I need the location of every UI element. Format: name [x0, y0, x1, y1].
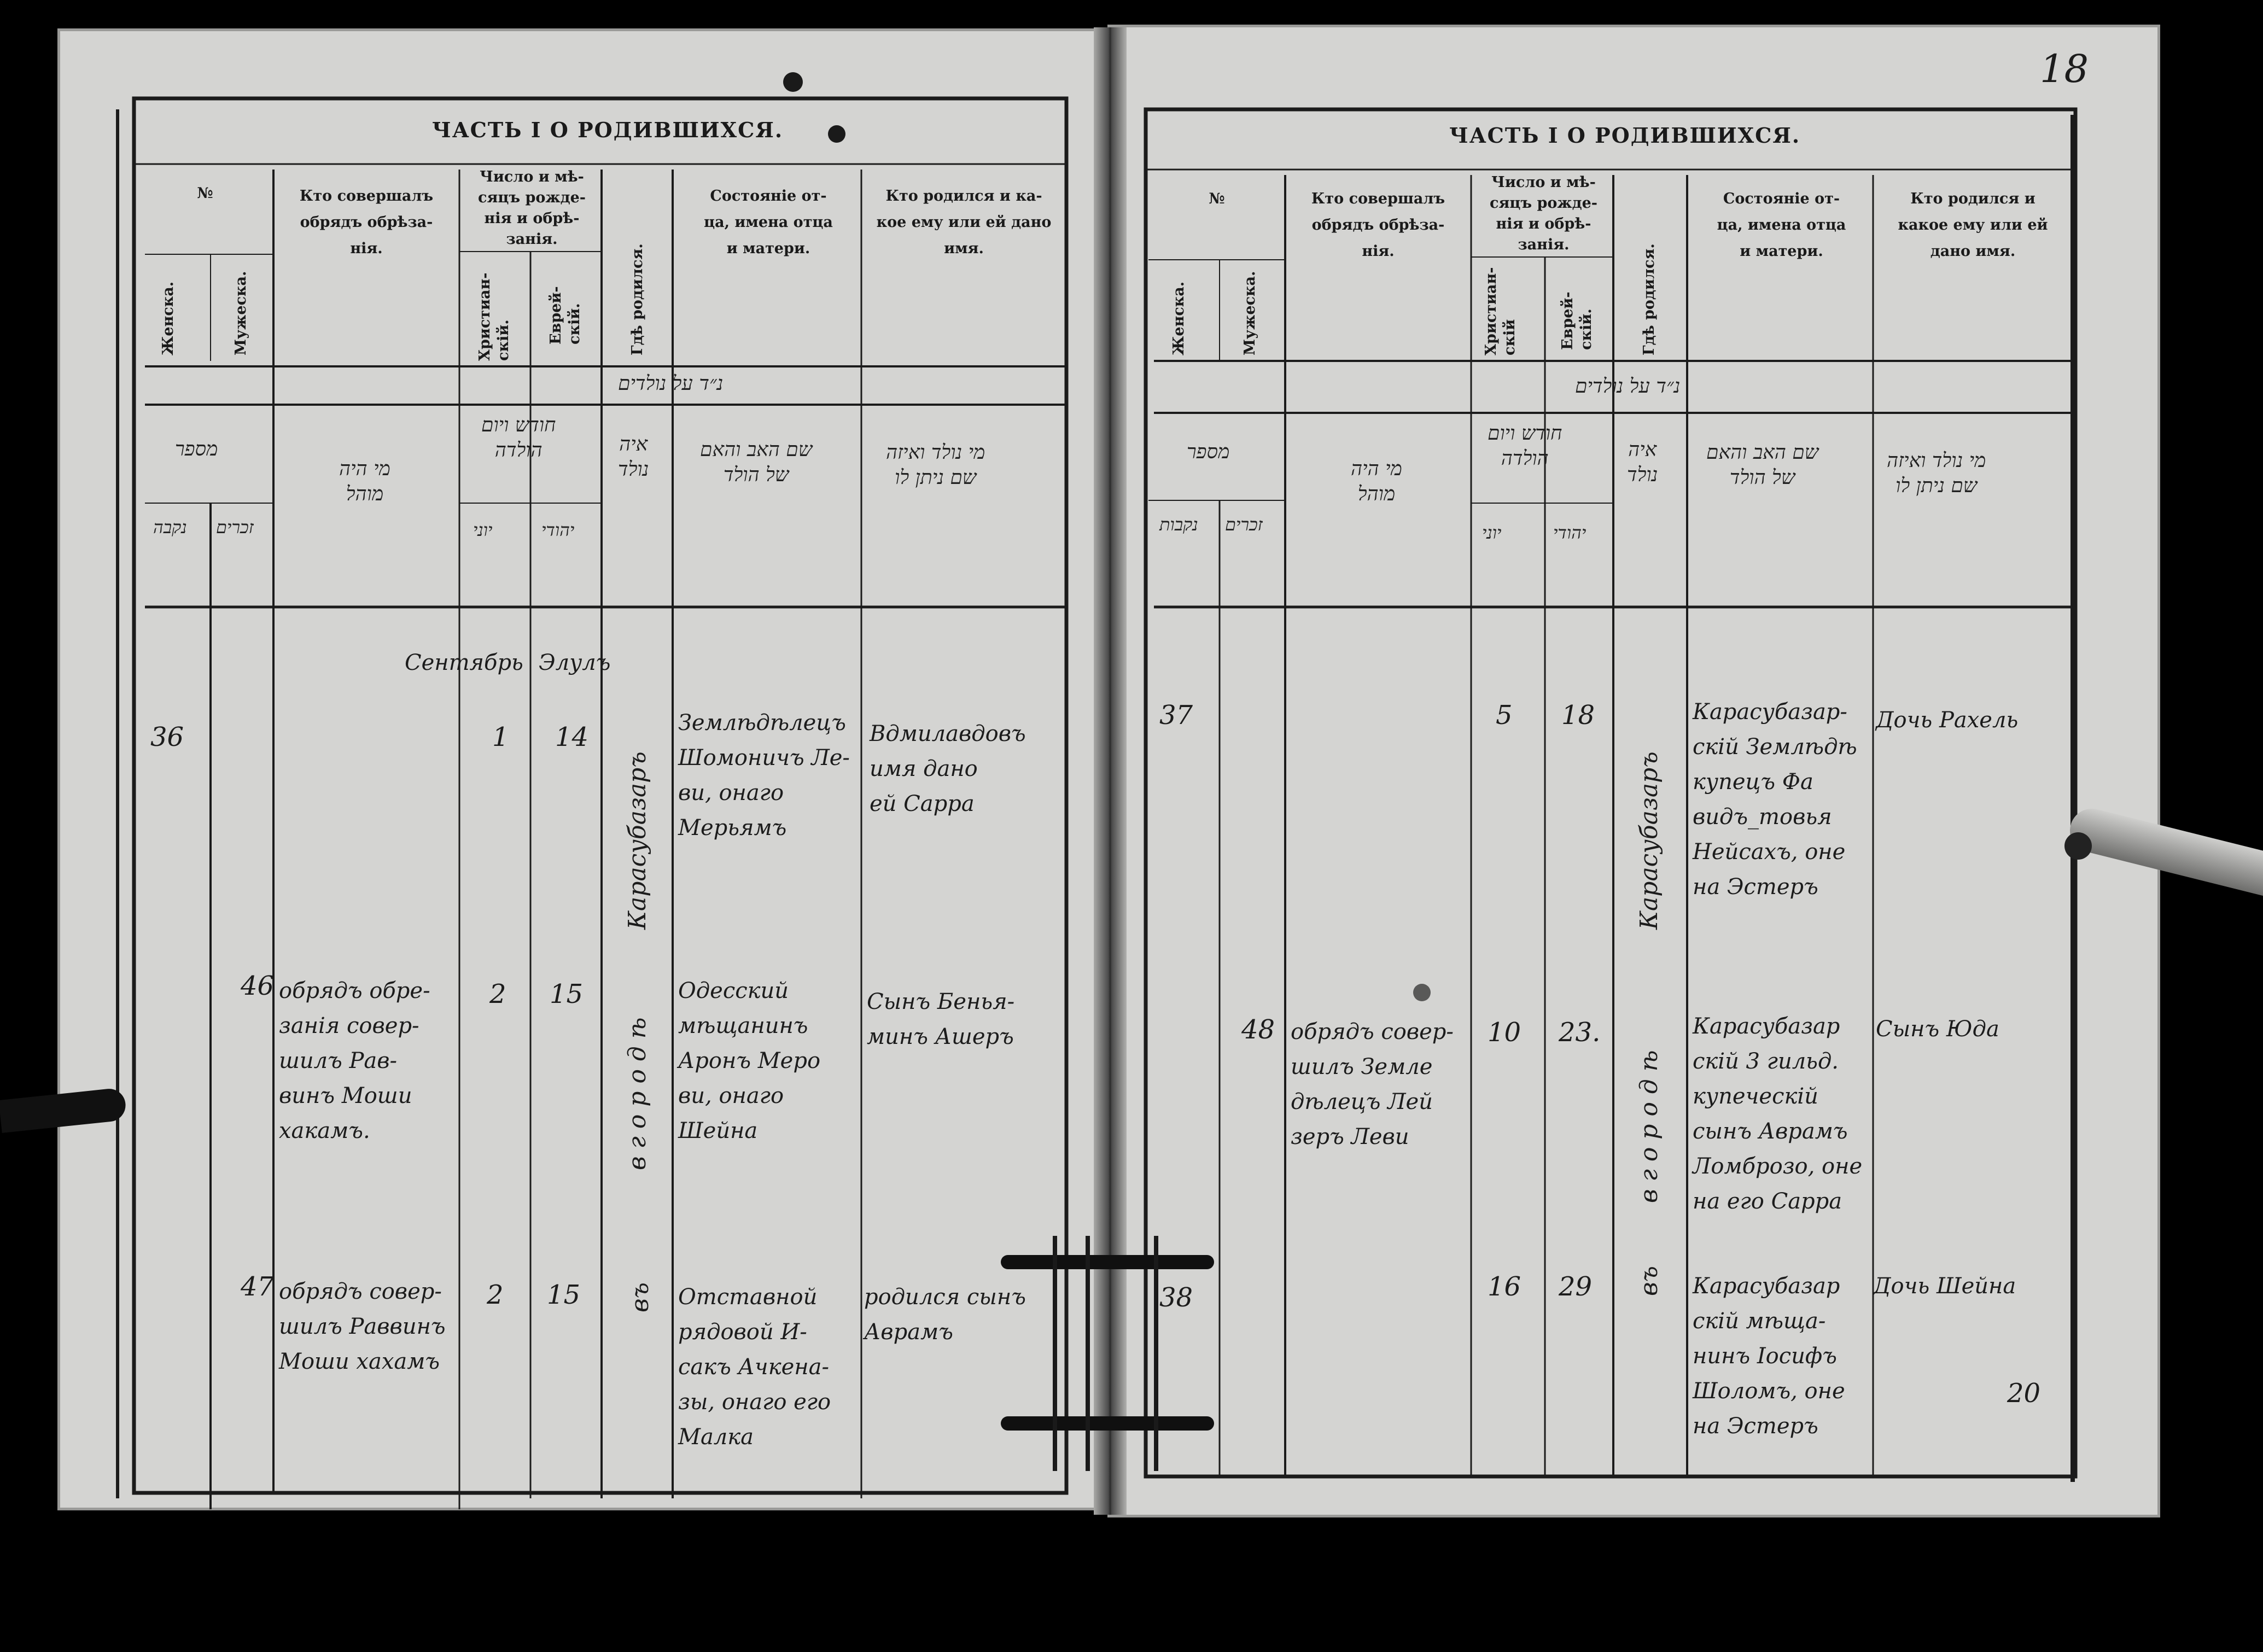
- left-header-father-line: и матери.: [726, 240, 810, 257]
- right-header-born: [1876, 186, 2070, 265]
- right-entry-2-who-line: шилъ Земле: [1291, 1054, 1433, 1079]
- right-hebrew-date-line: הולדה: [1501, 447, 1549, 470]
- left-entry-3-father: [678, 1280, 831, 1455]
- right-hebrew-who: [1351, 457, 1402, 507]
- folio-number: 18: [2040, 46, 2089, 91]
- left-hebrew-number: מספר: [175, 438, 218, 460]
- left-hebrew-born-line: שם ניתן לו: [895, 466, 977, 489]
- right-header-no: №: [1209, 190, 1225, 207]
- left-header-where: Гдѣ родился.: [629, 243, 646, 355]
- right-header-father-line: ца, имена отца: [1717, 217, 1846, 234]
- left-hebrew-father: [700, 437, 812, 488]
- right-header-male: Мужеска.: [1241, 271, 1258, 355]
- right-entry-2-father-line: Ломброзо, оне: [1693, 1154, 1863, 1179]
- left-header-born-line: кое ему или ей дано: [876, 214, 1052, 231]
- right-entry-2-father-line: скій 3 гильд.: [1693, 1049, 1839, 1074]
- left-header-date-line: занія.: [506, 231, 558, 248]
- right-entry-3-day-jewish: 29: [1559, 1271, 1593, 1302]
- right-entry-1-father: [1693, 694, 1857, 904]
- left-entry-2-where: в г о р о д ѣ: [623, 1017, 651, 1170]
- left-entry-3-born: [864, 1280, 1026, 1350]
- left-entry-1-father: [678, 705, 850, 845]
- left-hebrew-father-line: שם האב והאם: [700, 439, 813, 461]
- left-entry-2-who-line: винъ Моши: [279, 1083, 412, 1108]
- right-hebrew-female: נקבות: [1159, 514, 1198, 535]
- left-entry-2-day-jewish: 15: [550, 979, 584, 1009]
- right-hebrew-date: [1488, 421, 1562, 471]
- right-entry-2-where: в г о р о д ѣ: [1635, 1050, 1663, 1203]
- right-entry-2-born-line: Сынъ Юда: [1876, 1017, 1999, 1042]
- left-entry-2-father-line: ви, онаго: [678, 1083, 784, 1108]
- left-header-no: №: [197, 185, 213, 202]
- left-entry-2-father-line: Одесский: [678, 978, 789, 1003]
- right-page-title: ЧАСТЬ I О РОДИВШИХСЯ.: [1449, 123, 1801, 148]
- right-hebrew-born-line: שם ניתן לו: [1895, 475, 1978, 497]
- right-entry-2-father-line: сынъ Аврамъ: [1693, 1119, 1848, 1144]
- left-entry-2-born-line: Сынъ Бенья-: [867, 989, 1015, 1014]
- left-header-jewish-line: Еврей-: [547, 286, 564, 345]
- right-entry-2-day-jewish: 23.: [1559, 1017, 1601, 1048]
- right-entry-1-born-line: Дочь Рахель: [1876, 708, 2019, 733]
- right-header-christian-line: скій: [1501, 319, 1518, 355]
- right-header-who-line: Кто совершалъ: [1311, 190, 1445, 207]
- left-entry-2-born-line: минъ Ашеръ: [867, 1024, 1014, 1049]
- right-entry-1-father-line: на Эстеръ: [1693, 874, 1818, 900]
- left-header-father: [675, 183, 861, 262]
- left-header-christian-line: Христиан-: [476, 272, 493, 361]
- right-entry-1-father-line: купецъ Фа: [1693, 769, 1813, 795]
- right-hebrew-date-line: חודש ויום: [1488, 422, 1562, 445]
- right-hebrew-who-line: מוהל: [1357, 483, 1396, 505]
- left-entry-2-born: [867, 984, 1014, 1054]
- right-entry-2-who-line: обрядъ совер-: [1291, 1019, 1454, 1044]
- right-header-date-line: Число и мѣ-: [1491, 174, 1596, 191]
- left-hebrew-female: נקבה: [153, 517, 187, 538]
- left-header-who: [276, 183, 457, 262]
- right-hebrew-father-line: שם האב והאם: [1706, 441, 1819, 464]
- left-hebrew-date: [481, 413, 556, 463]
- left-header-who-line: обрядъ обрѣза-: [300, 214, 433, 231]
- left-entry-3-father-line: Малка: [678, 1425, 754, 1450]
- left-hebrew-born-line: מי נולד ואיזה: [886, 441, 985, 464]
- right-entry-2-who: [1291, 1014, 1454, 1154]
- right-entry-3-father-line: Карасубазар: [1693, 1274, 1840, 1299]
- left-header-date-line: сяцъ рожде-: [478, 189, 586, 206]
- right-entry-3-father-line: скій мѣща-: [1693, 1309, 1826, 1334]
- left-header-born-line: имя.: [944, 240, 984, 257]
- right-header-where: Гдѣ родился.: [1641, 243, 1658, 355]
- right-entry-2-day-christian: 10: [1488, 1017, 1521, 1048]
- right-header-who-line: обрядъ обрѣза-: [1311, 217, 1445, 234]
- left-entry-2-who-line: шилъ Рав-: [279, 1048, 398, 1073]
- right-entry-3-born-line: Дочь Шейна: [1873, 1274, 2016, 1299]
- left-hebrew-date-line: חודש ויום: [481, 414, 556, 436]
- right-hebrew-who-line: מי היה: [1351, 458, 1402, 480]
- left-hebrew-who-line: מי היה: [339, 458, 390, 480]
- right-entry-1-father-line: скій Землѣдѣ: [1693, 734, 1857, 760]
- right-header-date-line: занія.: [1518, 236, 1570, 253]
- left-entry-2-day-christian: 2: [489, 979, 506, 1009]
- right-header-born-line: дано имя.: [1930, 243, 2016, 260]
- left-entry-2-who-line: обрядъ обре-: [279, 978, 430, 1003]
- right-hebrew-born: [1887, 448, 1986, 499]
- right-entry-2-male-no: 48: [1241, 1014, 1275, 1045]
- left-entry-3-father-line: рядовой И-: [678, 1320, 807, 1345]
- left-entry-2-father-line: Шейна: [678, 1118, 758, 1143]
- left-entry-2-who-line: хакамъ.: [279, 1118, 370, 1143]
- left-entry-3-where: въ: [626, 1282, 654, 1312]
- right-entry-2-born: [1876, 1012, 1999, 1047]
- left-header-who-line: Кто совершалъ: [299, 188, 434, 205]
- left-entry-1-father-line: ви, онаго: [678, 780, 784, 805]
- left-entry-3-who-line: обрядъ совер-: [279, 1279, 442, 1304]
- right-entry-2-father-line: купеческій: [1693, 1084, 1818, 1109]
- right-entry-2-who-line: зеръ Леви: [1291, 1124, 1409, 1149]
- pencil-tip: [2064, 832, 2092, 860]
- right-entry-1-father-line: Нейсахъ, оне: [1693, 839, 1846, 865]
- right-header-christian-line: Христиан-: [1483, 267, 1500, 355]
- left-hebrew-jewish: יהודי: [541, 519, 575, 540]
- left-entry-3-father-line: сакъ Ачкена-: [678, 1355, 829, 1380]
- right-entry-1-day-christian: 5: [1496, 700, 1513, 731]
- left-header-born-line: Кто родился и ка-: [885, 188, 1042, 205]
- left-page-title: ЧАСТЬ I О РОДИВШИХСЯ.: [432, 118, 784, 142]
- left-entry-3-day-christian: 2: [487, 1280, 504, 1310]
- left-entry-3-father-line: зы, онаго его: [678, 1390, 831, 1415]
- right-entry-3-father: [1693, 1269, 1845, 1444]
- right-entry-1-born: [1876, 703, 2018, 738]
- left-header-jewish: [547, 286, 584, 345]
- left-header-father-line: ца, имена отца: [704, 214, 833, 231]
- right-hebrew-banner: נ״ד על נולדים: [1575, 375, 1681, 398]
- left-header-female: Женска.: [160, 281, 177, 355]
- left-header-who-line: нія.: [350, 240, 383, 257]
- right-hebrew-where-line: נולד: [1627, 464, 1658, 486]
- left-entry-1-father-line: Шомоничъ Ле-: [678, 745, 850, 770]
- right-entry-1-father-line: Карасубазар-: [1693, 699, 1847, 725]
- left-entry-1-where: Карасубазаръ: [623, 751, 651, 930]
- left-month-jewish: Элулъ: [539, 650, 611, 675]
- left-header-christian: [476, 272, 513, 361]
- left-hebrew-banner: נ״ד על נולדים: [618, 372, 724, 395]
- right-entry-3-father-line: Шоломъ, оне: [1693, 1379, 1845, 1404]
- right-entry-1-day-jewish: 18: [1561, 700, 1595, 731]
- left-hebrew-who-line: מוהל: [346, 483, 384, 505]
- right-header-born-line: какое ему или ей: [1898, 217, 2048, 234]
- right-entry-2-who-line: дѣлецъ Лей: [1291, 1089, 1433, 1114]
- right-hebrew-male: זכרים: [1225, 514, 1263, 535]
- left-entry-2-father-line: Аронъ Меро: [678, 1048, 821, 1073]
- right-header-who-line: нія.: [1362, 243, 1395, 260]
- left-header-christian-line: скій.: [495, 319, 512, 361]
- left-header-father-line: Состояніе от-: [710, 188, 827, 205]
- left-entry-3-male-no: 47: [241, 1271, 275, 1302]
- right-entry-1-father-line: видъ_товья: [1693, 804, 1832, 830]
- left-entry-3-day-jewish: 15: [547, 1280, 581, 1310]
- left-entry-1-female-no: 36: [150, 722, 184, 752]
- right-header-date: [1474, 172, 1613, 255]
- left-entry-2-father-line: мѣщанинъ: [678, 1013, 808, 1038]
- left-month-christian: Сентябрь: [405, 650, 523, 675]
- right-header-jewish-line: Еврей-: [1559, 291, 1576, 350]
- left-hebrew-date-line: הולדה: [494, 439, 543, 462]
- right-margin-note: 20: [2007, 1378, 2041, 1409]
- right-entry-3-father-line: на Эстеръ: [1693, 1414, 1818, 1439]
- left-hebrew-gentile: יוני: [473, 519, 493, 540]
- left-entry-1-day-jewish: 14: [555, 722, 589, 752]
- right-hebrew-gentile: יוני: [1482, 522, 1502, 543]
- left-hebrew-where-line: איה: [619, 433, 648, 456]
- right-header-date-line: нія и обрѣ-: [1496, 215, 1591, 232]
- left-hebrew-where: [618, 432, 649, 482]
- left-entry-3-who-line: шилъ Раввинъ: [279, 1314, 446, 1339]
- right-entry-3-female-no: 38: [1159, 1282, 1193, 1313]
- left-entry-2-male-no: 46: [241, 971, 275, 1001]
- left-header-date-line: Число и мѣ-: [480, 168, 584, 185]
- right-hebrew-father-line: של הולד: [1729, 466, 1795, 489]
- left-entry-3-born-line: родился сынъ: [864, 1285, 1026, 1310]
- left-header-male: Мужеска.: [232, 271, 249, 355]
- right-entry-2-father: [1693, 1009, 1862, 1219]
- left-entry-3-who-line: Моши хахамъ: [279, 1349, 440, 1374]
- left-entry-3-who: [279, 1274, 446, 1379]
- left-entry-1-born-line: Вдмилавдовъ: [870, 721, 1026, 746]
- right-entry-1-female-no: 37: [1159, 700, 1193, 731]
- left-entry-1-born-line: ей Сарра: [870, 791, 975, 816]
- left-hebrew-where-line: נולד: [618, 458, 649, 481]
- right-header-date-line: сяцъ рожде-: [1490, 195, 1597, 212]
- left-entry-3-father-line: Отставной: [678, 1285, 818, 1310]
- left-entry-1-day-christian: 1: [492, 722, 509, 752]
- left-entry-2-who: [279, 973, 430, 1148]
- left-hebrew-who: [339, 457, 390, 507]
- right-hebrew-where-line: איה: [1628, 439, 1657, 461]
- left-hebrew-born: [886, 440, 985, 491]
- left-entry-1-father-line: Землѣдѣлецъ: [678, 710, 846, 735]
- right-hebrew-father: [1706, 440, 1818, 491]
- left-header-born: [864, 183, 1064, 262]
- left-header-jewish-line: скій.: [566, 303, 583, 345]
- left-hebrew-father-line: של הולד: [723, 464, 789, 486]
- left-entry-1-born-line: имя дано: [870, 756, 978, 781]
- right-header-jewish-line: скій.: [1578, 308, 1595, 350]
- right-entry-3-born: [1873, 1269, 2016, 1304]
- left-header-date: [462, 167, 602, 250]
- right-hebrew-jewish: יהודי: [1553, 522, 1587, 543]
- left-entry-1-born: [870, 716, 1026, 821]
- left-entry-2-father: [678, 973, 820, 1148]
- right-entry-1-where: Карасубазаръ: [1635, 751, 1663, 930]
- right-hebrew-where: [1627, 437, 1658, 488]
- left-entry-2-who-line: занія совер-: [279, 1013, 419, 1038]
- right-header-father-line: и матери.: [1740, 243, 1823, 260]
- right-header-christian: [1482, 267, 1519, 355]
- left-header-date-line: нія и обрѣ-: [484, 210, 580, 227]
- right-hebrew-number: מספר: [1187, 441, 1230, 463]
- right-entry-2-father-line: Карасубазар: [1693, 1014, 1840, 1039]
- left-hebrew-male: זכרים: [216, 517, 254, 538]
- right-header-father-line: Состояніе от-: [1723, 190, 1840, 207]
- right-header-jewish: [1559, 291, 1596, 350]
- left-entry-3-born-line: Аврамъ: [864, 1320, 953, 1345]
- left-entry-1-father-line: Мерьямъ: [678, 815, 787, 840]
- right-hebrew-born-line: מי נולד ואיזה: [1887, 450, 1986, 472]
- right-entry-3-where: въ: [1635, 1266, 1663, 1296]
- right-header-father: [1690, 186, 1873, 265]
- right-header-female: Женска.: [1170, 281, 1187, 355]
- right-entry-2-father-line: на его Сарра: [1693, 1189, 1842, 1214]
- right-entry-3-day-christian: 16: [1488, 1271, 1521, 1302]
- right-header-who: [1288, 186, 1468, 265]
- right-header-born-line: Кто родился и: [1910, 190, 2035, 207]
- right-entry-3-father-line: нинъ Iосифъ: [1693, 1344, 1837, 1369]
